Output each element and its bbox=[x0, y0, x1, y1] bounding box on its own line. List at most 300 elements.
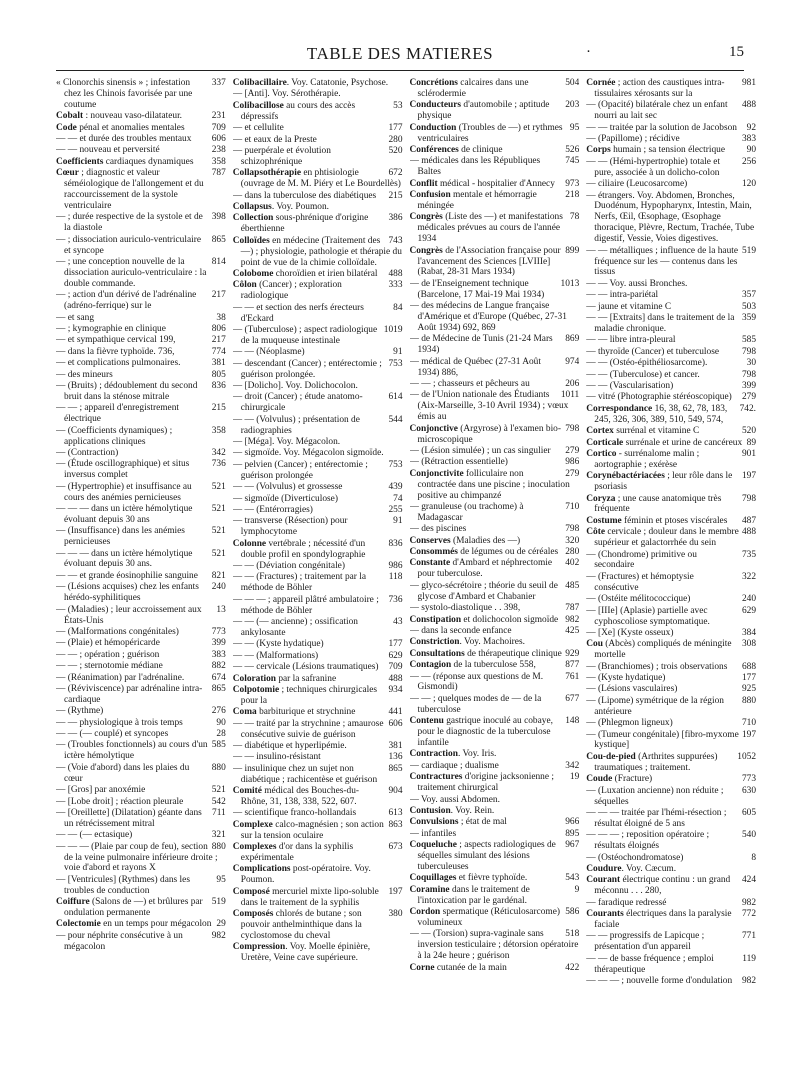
index-entry-page: 736 bbox=[211, 459, 226, 470]
index-entry-text: — et sympathique cervical 199, bbox=[56, 335, 176, 346]
index-column-2 bbox=[233, 78, 403, 1070]
index-entry-page: 53 bbox=[393, 100, 403, 111]
index-entry-page: 630 bbox=[741, 785, 756, 796]
index-entry-text: Consommés de légumes ou de céréales bbox=[409, 547, 559, 558]
index-entry-text: Coquillages et fièvre typhoïde. bbox=[409, 873, 528, 884]
index-entry-page: 836 bbox=[388, 538, 403, 549]
index-entry bbox=[410, 123, 580, 145]
index-entry bbox=[410, 190, 580, 212]
index-entry-text: — vitré (Photographie stéréoscopique) bbox=[586, 392, 732, 403]
index-entry-page: 95 bbox=[569, 122, 580, 133]
index-entry-text: — (Kyste hydatique) bbox=[586, 673, 666, 684]
index-entry-text: Cou-de-pied (Arthrites suppurées) traumatiques ; traitement. bbox=[586, 751, 718, 773]
index-entry-text: — cardiaque ; dualisme bbox=[409, 760, 499, 771]
index-entry-text: — — (— couplé) et syncopes bbox=[56, 729, 169, 740]
index-entry-text: — — (Vascularisation) bbox=[586, 380, 674, 391]
index-entry-text: — et complications pulmonaires. bbox=[56, 358, 181, 369]
index-entry-text: — [Méga]. Voy. Mégacolon. bbox=[232, 437, 341, 447]
index-entry-text: — — (— ancienne) ; ossification ankylosante bbox=[232, 617, 358, 638]
index-entry bbox=[586, 864, 756, 875]
index-entry-page: 745 bbox=[565, 156, 580, 167]
index-entry-text: Côte cervicale ; douleur dans le membre supérieur et galactorrhée du sein bbox=[586, 527, 739, 549]
index-entry-page: 982 bbox=[211, 930, 226, 941]
index-entry bbox=[233, 572, 403, 594]
index-entry-page: 869 bbox=[565, 334, 580, 345]
index-entry bbox=[233, 89, 403, 100]
index-entry-text: — — — ; appareil plâtré ambulatoire ; méthode de Böhler bbox=[232, 594, 379, 616]
index-entry bbox=[233, 236, 403, 269]
index-entry bbox=[586, 123, 756, 134]
index-entry bbox=[586, 157, 756, 179]
index-entry-text: — scientifique franco-hollandais bbox=[232, 808, 357, 819]
index-entry-text: Comité médical des Bouches-du-Rhône, 31, 138, 338, 522, 607. bbox=[232, 786, 360, 807]
index-entry-text: — et eaux de la Preste bbox=[232, 134, 317, 145]
index-entry-page: 439 bbox=[388, 482, 403, 493]
index-entry-text: Corps humain ; sa tension électrique bbox=[586, 145, 726, 156]
index-entry-page: 398 bbox=[211, 212, 226, 223]
index-entry-text: — — et section des nerfs érecteurs d'Eckard bbox=[232, 302, 364, 324]
index-entry-text: — [Oreillette] (Dilatation) géante dans un rétrécissement mitral bbox=[56, 807, 202, 829]
index-entry bbox=[233, 146, 403, 168]
index-entry bbox=[586, 449, 756, 471]
index-entry-text: — (Rétraction essentielle) bbox=[409, 457, 508, 468]
index-entry bbox=[56, 212, 226, 234]
index-entry-text: — — ; appareil d'enregistrement électrique bbox=[56, 403, 180, 425]
index-entry-page: 614 bbox=[388, 392, 403, 403]
index-entry bbox=[586, 550, 756, 572]
index-entry-page: 973 bbox=[565, 178, 580, 189]
index-entry-page: 8 bbox=[751, 852, 756, 863]
index-entry-page: 206 bbox=[565, 378, 580, 389]
index-entry bbox=[410, 772, 580, 794]
index-entry-page: 238 bbox=[211, 145, 226, 156]
index-entry-text: Conduction (Troubles de —) et rythmes ventriculaires bbox=[409, 122, 563, 144]
index-entry bbox=[56, 919, 226, 930]
index-entry-page: 520 bbox=[388, 145, 403, 156]
index-entry-page: 217 bbox=[211, 335, 226, 346]
index-entry-text: — — Voy. aussi Bronches. bbox=[586, 278, 688, 289]
index-entry-text: — des mineurs bbox=[56, 369, 113, 380]
index-entry bbox=[56, 504, 226, 526]
header-rule bbox=[56, 70, 744, 71]
index-entry bbox=[56, 526, 226, 548]
index-entry-page: 118 bbox=[388, 572, 403, 583]
index-entry-text: — — (— ectasique) bbox=[56, 830, 133, 841]
index-entry bbox=[586, 426, 756, 437]
index-entry-page: 177 bbox=[741, 673, 756, 684]
index-entry-text: Coramine dans le traitement de l'intoxication par le gardénal. bbox=[409, 884, 530, 906]
index-entry-text: — systolo-diastolique . . 398, bbox=[409, 603, 521, 614]
index-entry-page: 836 bbox=[211, 380, 226, 391]
index-entry-text: — — de basse fréquence ; emploi thérapeutique bbox=[586, 953, 714, 975]
index-entry bbox=[410, 829, 580, 840]
index-entry-text: — ; action d'un dérivé de l'adrénaline (adréno-ferrique) sur le bbox=[56, 290, 197, 312]
index-entry-text: — (Maladies) ; leur accroissement aux États-Unis bbox=[56, 604, 202, 626]
index-entry bbox=[233, 752, 403, 763]
index-entry bbox=[233, 303, 403, 325]
index-entry-page: 424 bbox=[741, 875, 756, 886]
index-entry bbox=[233, 909, 403, 942]
index-entry bbox=[233, 741, 403, 752]
index-entry-page: 1013 bbox=[560, 278, 580, 289]
index-entry-page: 425 bbox=[565, 625, 580, 636]
index-entry-page: 38 bbox=[216, 312, 226, 323]
index-entry bbox=[56, 168, 226, 212]
index-entry-page: 771 bbox=[741, 931, 756, 942]
index-entry-page: 880 bbox=[741, 695, 756, 706]
index-entry-text: Complexes d'or dans la syphilis expérimentale bbox=[232, 842, 354, 864]
index-entry-text: — [Anti]. Voy. Sérothérapie. bbox=[232, 89, 341, 100]
index-entry bbox=[233, 494, 403, 505]
index-entry-page: 865 bbox=[211, 234, 226, 245]
index-entry-text: — sigmoïde (Diverticulose) bbox=[232, 493, 338, 504]
index-entry-page: 543 bbox=[565, 873, 580, 884]
index-entry-text: Confusion mentale et hémorragie méningée bbox=[409, 190, 537, 211]
index-entry-page: 1011 bbox=[560, 390, 580, 401]
index-entry-text: Cornée ; action des caustiques intra-tissulaires xérosants sur la bbox=[586, 78, 725, 99]
index-entry-text: — (Fractures) et hémoptysie consécutive bbox=[586, 571, 694, 593]
index-entry-text: — — libre intra-pleural bbox=[586, 335, 676, 346]
index-entry-page: 773 bbox=[211, 626, 226, 637]
index-entry-text: — [IIIe] (Aplasie) partielle avec cyphoscoliose symptomatique. bbox=[586, 605, 710, 627]
index-entry bbox=[56, 684, 226, 706]
index-entry-text: Corticale surrénale et urine de cancéreux bbox=[586, 437, 743, 448]
index-entry-page: 814 bbox=[211, 257, 226, 267]
index-entry bbox=[233, 482, 403, 493]
index-entry-page: 503 bbox=[741, 301, 756, 312]
index-entry bbox=[410, 840, 580, 873]
index-entry-page: 519 bbox=[211, 897, 226, 908]
index-entry bbox=[410, 929, 580, 962]
index-entry-page: 231 bbox=[211, 111, 226, 122]
index-entry-page: 925 bbox=[741, 684, 756, 695]
index-entry-page: 982 bbox=[741, 897, 756, 908]
index-entry-text: Colpotomie ; techniques chirurgicales pour la bbox=[232, 684, 378, 706]
index-entry-text: Colectomie en un temps pour mégacolon bbox=[56, 919, 212, 930]
index-entry-page: 95 bbox=[216, 874, 226, 885]
index-entry-page: 787 bbox=[211, 168, 226, 179]
index-entry-text: Colibacillaire. Voy. Catatonie, Psychose. bbox=[232, 78, 389, 88]
index-entry-text: — — intra-pariétal bbox=[586, 290, 659, 301]
index-entry-text: — thyroïde (Cancer) et tuberculose bbox=[586, 346, 720, 357]
index-entry bbox=[56, 111, 226, 122]
index-entry-page: 197 bbox=[741, 471, 756, 482]
index-entry-text: Constante d'Ambard et néphrectomie pour tuberculose. bbox=[409, 558, 553, 580]
index-entry bbox=[586, 909, 756, 931]
index-entry-page: 629 bbox=[741, 605, 756, 616]
index-entry-page: 1019 bbox=[383, 324, 403, 335]
index-entry-text: — (Réviviscence) par adrénaline intra-cardiaque bbox=[56, 683, 203, 705]
index-entry bbox=[586, 302, 756, 313]
index-entry-page: 629 bbox=[388, 650, 403, 661]
index-entry bbox=[410, 873, 580, 884]
index-entry bbox=[586, 696, 756, 718]
index-entry-text: — ; durée respective de la systole et de la diastole bbox=[56, 212, 203, 234]
index-entry-page: 688 bbox=[741, 661, 756, 672]
index-entry-page: 526 bbox=[565, 144, 580, 155]
index-entry-text: Contractures d'origine jacksonienne ; traitement chirurgical bbox=[409, 772, 554, 794]
index-entry-page: 488 bbox=[388, 673, 403, 684]
index-entry bbox=[56, 740, 226, 762]
index-entry-text: — — — traitée par l'hémi-résection ; résultat éloigné de 5 ans bbox=[586, 807, 727, 829]
index-entry-text: Colloïdes en médecine (Traitement des —) ; physiologie, pathologie et thérapie du point de vue de la chimie colloïdale. bbox=[232, 235, 402, 268]
index-entry-text: Colonne vertébrale ; nécessité d'un double profil en spondylographie bbox=[232, 538, 366, 560]
index-entry-page: 240 bbox=[741, 594, 756, 605]
index-entry-text: — dans la seconde enfance bbox=[409, 625, 512, 636]
index-entry-text: Coqueluche ; aspects radiologiques de séquelles simulant des lésions tuberculeuses bbox=[409, 840, 556, 872]
index-entry-text: Cœur ; diagnostic et valeur séméiologique de l'allongement et du raccourcissement de la systole ventriculaire bbox=[56, 168, 204, 211]
index-entry bbox=[233, 942, 403, 964]
index-entry-page: 9 bbox=[574, 884, 580, 895]
index-entry bbox=[410, 179, 580, 190]
index-entry-text: — médicales dans les Républiques Baltes bbox=[409, 156, 541, 178]
index-entry bbox=[56, 381, 226, 403]
index-entry bbox=[410, 547, 580, 558]
index-entry-page: 148 bbox=[565, 716, 580, 727]
index-entry-text: — (Tumeur congénitale) [fibro-myxome kystique] bbox=[586, 729, 739, 751]
index-entry-page: 84 bbox=[393, 302, 403, 313]
index-entry-text: — sigmoïde. Voy. Mégacolon sigmoïde. bbox=[232, 448, 384, 459]
index-entry bbox=[56, 875, 226, 897]
index-entry-page: 798 bbox=[741, 346, 756, 357]
index-entry bbox=[56, 459, 226, 481]
index-entry-page: 934 bbox=[388, 684, 403, 695]
index-entry-text: Complications post-opératoire. Voy. Poumon. bbox=[232, 864, 371, 886]
index-entry-page: 974 bbox=[565, 356, 580, 367]
index-entry-page: 709 bbox=[388, 662, 403, 673]
index-entry-text: Contusion. Voy. Rein. bbox=[409, 805, 495, 816]
index-entry bbox=[586, 808, 756, 830]
index-entry-text: — — traité par la strychnine ; amaurose consécutive suivie de guérison bbox=[232, 718, 384, 740]
index-entry-page: 30 bbox=[746, 358, 756, 369]
index-entry-page: 877 bbox=[565, 660, 580, 671]
index-entry-text: Conjonctivite folliculaire non contractée dans une piscine ; inoculation positive au chimpanzé bbox=[409, 468, 570, 501]
index-entry-text: Congrès de l'Association française pour l'avancement des Sciences [LVIIIe] (Rabat, 28-31 Mars 1934) bbox=[409, 245, 561, 278]
index-entry-text: — — — ; reposition opératoire ; résultats éloignés bbox=[586, 830, 710, 852]
index-entry-page: 986 bbox=[565, 457, 580, 468]
index-entry bbox=[410, 100, 580, 122]
index-entry bbox=[586, 347, 756, 358]
index-entry-page: 321 bbox=[211, 830, 226, 841]
index-entry-page: 787 bbox=[565, 603, 580, 614]
index-entry bbox=[233, 280, 403, 302]
index-entry-text: — — (Torsion) supra-vaginale sans inversion testiculaire ; détorsion opératoire à la 24e heure ; guérison bbox=[409, 929, 579, 962]
index-entry bbox=[56, 897, 226, 919]
index-entry-page: 279 bbox=[565, 445, 580, 456]
index-entry-text: — (Lipome) symétrique de la région antérieure bbox=[586, 695, 724, 717]
index-entry-page: 521 bbox=[211, 785, 226, 796]
index-entry-page: 585 bbox=[741, 335, 756, 346]
index-entry-text: — — (Volvulus) et grossesse bbox=[232, 482, 343, 493]
index-entry-page: 399 bbox=[211, 638, 226, 649]
index-entry-text: — (Réanimation) par l'adrénaline. bbox=[56, 672, 185, 683]
index-entry-text: — (Hypertrophie) et insuffisance au cours des anémies pernicieuses bbox=[56, 481, 192, 503]
index-entry bbox=[233, 168, 403, 190]
index-entry-page: 279 bbox=[741, 392, 756, 403]
index-entry bbox=[233, 539, 403, 561]
index-entry bbox=[233, 820, 403, 842]
index-entry bbox=[410, 637, 580, 648]
index-entry-page: 929 bbox=[565, 648, 580, 659]
index-entry-page: 606 bbox=[211, 134, 226, 145]
index-entry bbox=[586, 246, 756, 279]
index-entry-text: Collapsothérapie en phtisiologie (ouvrage de M. M. Piéry et Le Bourdellès) bbox=[232, 168, 401, 190]
index-entry-text: Colobome choroïdien et irien bilatéral bbox=[232, 268, 378, 279]
index-entry bbox=[586, 931, 756, 953]
index-entry bbox=[410, 246, 580, 279]
index-entry-page: 177 bbox=[388, 639, 403, 650]
index-entry-page: 91 bbox=[393, 347, 403, 358]
index-entry bbox=[586, 752, 756, 774]
index-entry bbox=[410, 672, 580, 694]
index-entry bbox=[410, 301, 580, 334]
index-entry-page: 215 bbox=[211, 403, 226, 414]
index-entry-text: Composés chlorés de butane ; son pouvoir anthelminthique dans la cyclostomose du cheval bbox=[232, 909, 362, 941]
index-entry-text: — médical de Québec (27-31 Août 1934) 886, bbox=[409, 356, 541, 378]
index-entry-text: Conducteurs d'automobile ; aptitude physique bbox=[409, 100, 550, 122]
index-entry bbox=[233, 381, 403, 392]
index-entry bbox=[56, 797, 226, 808]
index-entry-text: — — (Hémi-hypertrophie) totale et pure, associée à un dolicho-colon bbox=[586, 156, 721, 178]
index-entry-page: 895 bbox=[565, 828, 580, 839]
index-entry bbox=[233, 685, 403, 707]
index-entry bbox=[233, 808, 403, 819]
index-entry-text: Constriction. Voy. Machoires. bbox=[409, 637, 525, 648]
index-entry-page: 485 bbox=[565, 580, 580, 591]
index-entry-text: Cortico - surrénalome malin ; aortographie ; exérèse bbox=[586, 448, 700, 470]
index-entry bbox=[233, 460, 403, 482]
index-entry bbox=[410, 907, 580, 929]
index-entry-text: — — métalliques ; influence de la haute fréquence sur les — contenus dans les tissus bbox=[586, 245, 739, 278]
index-entry bbox=[233, 78, 403, 89]
index-entry bbox=[586, 628, 756, 639]
index-entry-text: — (Rythme) bbox=[56, 706, 104, 717]
index-entry-text: — — (Kyste hydatique) bbox=[232, 639, 324, 650]
index-entry-page: 544 bbox=[388, 414, 403, 425]
index-entry-page: 89 bbox=[746, 437, 756, 448]
index-entry-page: 798 bbox=[741, 493, 756, 504]
index-entry-page: 966 bbox=[565, 817, 580, 828]
index-entry bbox=[410, 626, 580, 637]
index-entry-page: 772 bbox=[741, 909, 756, 920]
header-dot: · bbox=[586, 44, 591, 60]
index-entry-text: — — traitée par la solution de Jacobson bbox=[586, 122, 737, 133]
index-entry-page: 673 bbox=[388, 842, 403, 853]
index-entry bbox=[586, 898, 756, 909]
index-entry-text: — (Chondrome) primitive ou secondaire bbox=[586, 549, 697, 571]
index-entry-page: 240 bbox=[211, 582, 226, 593]
index-entry-page: 521 bbox=[211, 503, 226, 514]
index-entry-page: 177 bbox=[388, 123, 403, 134]
index-entry bbox=[56, 627, 226, 638]
index-entry-page: 901 bbox=[741, 448, 756, 459]
index-entry-text: Complexe calco-magnésien ; son action sur la tension oculaire bbox=[232, 819, 384, 841]
index-entry-text: Convulsions ; état de mal bbox=[409, 817, 507, 828]
index-entry bbox=[586, 718, 756, 729]
index-entry-page: 43 bbox=[393, 617, 403, 627]
index-entry bbox=[410, 502, 580, 524]
index-entry-page: 255 bbox=[388, 504, 403, 515]
index-entry bbox=[586, 976, 756, 987]
index-entry bbox=[410, 334, 580, 356]
index-entry-text: Compression. Voy. Moelle épinière, Uretère, Veine cave supérieure. bbox=[232, 942, 371, 964]
index-entry-text: Constipation et dolichocolon sigmoïde bbox=[409, 614, 559, 625]
index-entry-page: 386 bbox=[388, 213, 403, 224]
index-entry-text: — dans la tuberculose des diabétiques bbox=[232, 190, 377, 201]
index-entry-text: — et cellulite bbox=[232, 123, 284, 134]
page-title: TABLE DES MATIERES bbox=[306, 44, 494, 63]
index-entry bbox=[586, 134, 756, 145]
index-entry-text: — ; kymographie en clinique bbox=[56, 323, 166, 334]
index-column-4 bbox=[586, 78, 756, 1070]
index-entry bbox=[410, 716, 580, 749]
index-entry bbox=[410, 212, 580, 245]
index-entry-page: 74 bbox=[393, 493, 403, 504]
index-entry-page: 120 bbox=[741, 179, 756, 190]
index-entry-page: 711 bbox=[212, 807, 226, 818]
index-entry bbox=[233, 651, 403, 662]
index-entry-text: — droit (Cancer) ; étude anatomo-chirurgicale bbox=[232, 392, 363, 414]
index-entry-text: — (Lésions acquises) chez les enfants hérédo-syphilitiques bbox=[56, 582, 199, 604]
index-entry bbox=[233, 887, 403, 909]
index-entry bbox=[586, 662, 756, 673]
index-entry-text: — ; une conception nouvelle de la dissociation auriculo-ventriculaire : la double commande. bbox=[56, 257, 207, 289]
index-entry-page: 709 bbox=[211, 122, 226, 133]
index-entry-text: Cordon spermatique (Réticulosarcome) volumineux bbox=[409, 907, 560, 928]
index-entry bbox=[56, 145, 226, 156]
index-entry bbox=[410, 795, 580, 806]
index-entry-text: — — (Malformations) bbox=[232, 650, 319, 661]
index-entry bbox=[586, 392, 756, 403]
index-entry bbox=[410, 145, 580, 156]
index-entry bbox=[410, 761, 580, 772]
index-entry bbox=[410, 457, 580, 468]
index-entry bbox=[410, 390, 580, 423]
index-entry-page: 605 bbox=[741, 807, 756, 818]
index-entry-page: 381 bbox=[388, 740, 403, 751]
index-entry-page: 982 bbox=[741, 976, 756, 986]
index-entry bbox=[56, 549, 226, 571]
index-entry-text: — — ; sternotomie médiane bbox=[56, 661, 163, 672]
index-entry-page: 899 bbox=[565, 245, 580, 256]
index-entry-page: 880 bbox=[211, 762, 226, 773]
index-entry bbox=[233, 437, 403, 448]
index-entry-text: Cortex surrénal et vitamine C bbox=[586, 426, 700, 437]
index-entry-page: 342 bbox=[211, 447, 226, 458]
index-entry-text: — ciliaire (Leucosarcome) bbox=[586, 179, 688, 190]
index-entry bbox=[586, 358, 756, 369]
index-entry bbox=[56, 673, 226, 684]
index-entry-page: 880 bbox=[211, 841, 226, 852]
index-entry bbox=[586, 830, 756, 852]
index-entry-page: 865 bbox=[388, 763, 403, 774]
index-entry bbox=[410, 78, 580, 100]
index-entry-text: — (Voie d'abord) dans les plaies du cœur bbox=[56, 762, 190, 784]
index-entry-page: 904 bbox=[388, 786, 403, 797]
index-entry bbox=[586, 730, 756, 752]
index-entry-text: — — (Déviation congénitale) bbox=[232, 560, 345, 571]
index-entry-text: Coma barbiturique et strychnine bbox=[232, 707, 356, 718]
index-entry bbox=[233, 505, 403, 516]
index-entry-text: — — ; chasseurs et pêcheurs au bbox=[409, 378, 530, 389]
index-entry bbox=[586, 572, 756, 594]
index-entry bbox=[233, 764, 403, 786]
index-entry bbox=[586, 335, 756, 346]
index-entry-page: 742. bbox=[739, 403, 756, 414]
index-entry-page: 986 bbox=[388, 560, 403, 571]
index-entry-text: — glyco-sécrétoire ; théorie du seuil de glycose d'Ambard et Chabanier bbox=[409, 580, 558, 602]
index-entry bbox=[586, 516, 756, 527]
